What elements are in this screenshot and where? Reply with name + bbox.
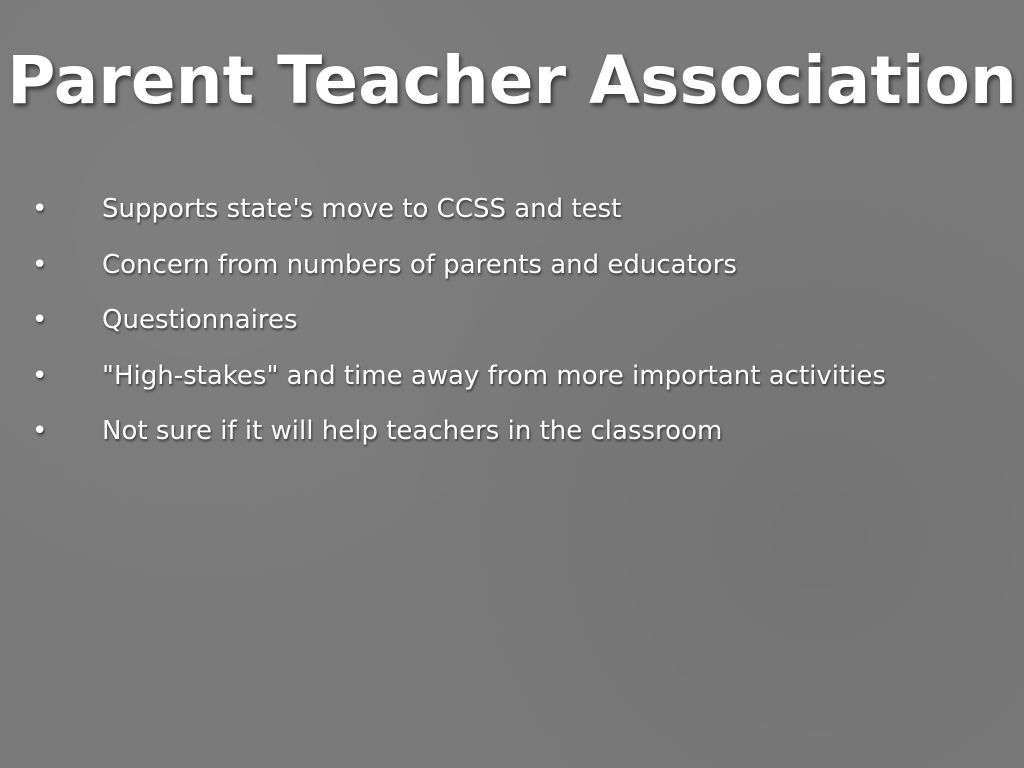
bullet-text: Supports state's move to CCSS and test [102,194,622,224]
bullet-icon: • [32,194,48,224]
bullet-text: "High-stakes" and time away from more important activities [102,360,886,391]
list-item [32,305,992,361]
bullet-icon: • [32,249,48,280]
slide-title: Parent Teacher Association [7,42,1017,119]
bullet-text: Questionnaires [102,305,298,335]
bullet-icon: • [32,416,48,446]
list-item [32,361,992,417]
bullet-text: Concern from numbers of parents and educators [102,249,737,280]
list-item [32,250,992,306]
bullet-icon: • [32,305,48,335]
list-item [32,194,992,250]
bullet-icon: • [32,360,48,391]
bullet-text: Not sure if it will help teachers in the classroom [102,416,723,446]
list-item [32,416,992,472]
bullet-list [32,194,992,472]
